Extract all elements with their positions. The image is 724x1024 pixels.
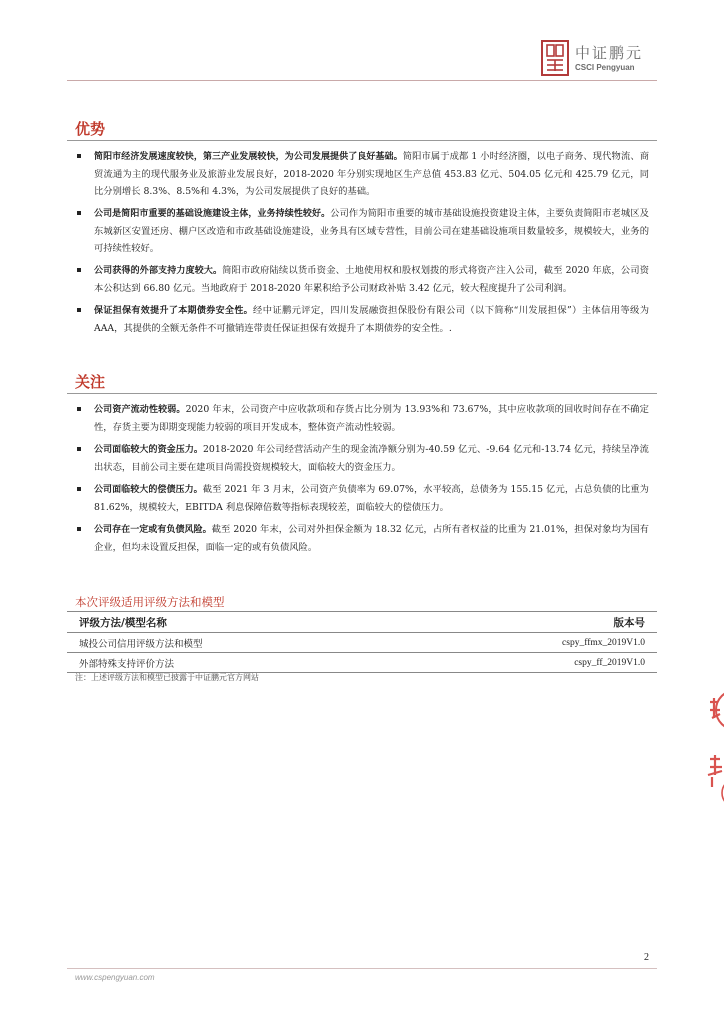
- bullet-icon: [77, 308, 81, 312]
- cscipy-seal-icon: [541, 40, 569, 76]
- table-row: [67, 653, 657, 673]
- concerns-divider: [67, 393, 657, 394]
- bullet-icon: [77, 527, 81, 531]
- bullet-icon: [77, 487, 81, 491]
- concerns-list: [77, 401, 649, 556]
- strengths-heading: 优势: [75, 120, 106, 138]
- methods-table-title: 本次评级适用评级方法和模型: [75, 595, 225, 609]
- strengths-list: [77, 148, 649, 337]
- method-name-cell: 外部特殊支持评价方法: [67, 653, 409, 673]
- item-text: 2018-2020 年公司经营活动产生的现金流净额分别为-40.59 亿元、-9.64 亿元和-13.74 亿元，持续呈净流出状态，目前公司主要在建项目尚需投资规模较大，面临较大的资金压力。: [94, 444, 649, 473]
- table-note: 注：上述评级方法和模型已披露于中证鹏元官方网站: [75, 673, 259, 682]
- list-item: [77, 521, 649, 556]
- bullet-icon: [77, 268, 81, 272]
- logo-chinese-name: 中证鹏元: [575, 43, 644, 62]
- footer-website: www.cspengyuan.com: [75, 973, 155, 982]
- item-lead: 公司资产流动性较弱。: [94, 405, 186, 415]
- item-text: 截至 2021 年 3 月末，公司资产负债率为 69.07%，水平较高，总债务为 155.15 亿元，占总负债的比重为 81.62%，规模较大，EBITDA 利息保障倍数等指标表现较差，面临较大的偿债压力。: [94, 484, 649, 513]
- item-text: 截至 2020 年末，公司对外担保金额为 18.32 亿元，占所有者权益的比重为 21.01%，担保对象均为国有企业，但均未设置反担保，面临一定的或有负债风险。: [94, 524, 649, 553]
- item-text: 2020 年末，公司资产中应收款项和存货占比分别为 13.93%和 73.67%，其中应收款项的回收时间存在不确定性，存货主要为即期变现能力较弱的项目开发成本，整体资产流动性较弱。: [94, 404, 649, 433]
- column-header-version: 版本号: [409, 612, 657, 633]
- item-text: 经中证鹏元评定，四川发展融资担保股份有限公司（以下简称“川发展担保”）主体信用等级为 AAA，其提供的全额无条件不可撤销连带责任保证担保有效提升了本期债券的安全性。.: [94, 305, 649, 334]
- list-item: [77, 262, 649, 297]
- methods-table: [67, 611, 657, 673]
- item-lead: 公司存在一定或有负债风险。: [94, 525, 212, 535]
- list-item: [77, 205, 649, 257]
- red-stamp-icon: [704, 753, 724, 803]
- method-name-cell: 城投公司信用评级方法和模型: [67, 633, 409, 653]
- list-item: [77, 302, 649, 337]
- item-lead: 公司面临较大的偿债压力。: [94, 485, 203, 495]
- item-text: 公司作为简阳市重要的城市基础设施投资建设主体，主要负责简阳市老城区及东城新区安置还房、棚户区改造和市政基础设施建设，业务具有区域专营性，目前公司在建基础设施项目数量较多，规模较大，业务的可持续性较好。: [94, 208, 649, 254]
- column-header-method: 评级方法/模型名称: [67, 612, 409, 633]
- red-stamp-icon: [706, 688, 724, 732]
- item-text: 简阳市政府陆续以货币资金、土地使用权和股权划拨的形式将资产注入公司，截至 2020 年底，公司资本公积达到 66.80 亿元。当地政府于 2018-2020 年累积给予公司财政补贴 3.42 亿元，较大程度提升了公司利润。: [94, 265, 649, 294]
- bullet-icon: [77, 447, 81, 451]
- strengths-divider: [67, 140, 657, 141]
- table-header-row: [67, 612, 657, 633]
- bullet-icon: [77, 211, 81, 215]
- item-lead: 公司是简阳市重要的基础设施建设主体，业务持续性较好。: [94, 209, 331, 219]
- version-cell: cspy_ffmx_2019V1.0: [409, 633, 657, 653]
- table-row: [67, 633, 657, 653]
- list-item: [77, 481, 649, 516]
- company-logo: [541, 40, 643, 76]
- list-item: [77, 441, 649, 476]
- item-lead: 公司获得的外部支持力度较大。: [94, 266, 223, 276]
- footer-divider: [67, 968, 657, 969]
- list-item: [77, 148, 649, 200]
- item-text: 简阳市属于成都 1 小时经济圈，以电子商务、现代物流、商贸流通为主的现代服务业及旅游业发展良好，2018-2020 年分别实现地区生产总值 453.83 亿元、504.05 亿元和 425.79 亿元，同比分别增长 8.3%、8.5%和 4.3%，为公司发展提供了良好的基础。: [94, 151, 649, 197]
- concerns-heading: 关注: [75, 373, 106, 391]
- bullet-icon: [77, 407, 81, 411]
- bullet-icon: [77, 154, 81, 158]
- list-item: [77, 401, 649, 436]
- version-cell: cspy_ff_2019V1.0: [409, 653, 657, 673]
- item-lead: 公司面临较大的资金压力。: [94, 445, 203, 455]
- header-divider: [67, 80, 657, 81]
- page-number: 2: [644, 952, 649, 963]
- logo-english-name: CSCI Pengyuan: [575, 62, 635, 72]
- item-lead: 简阳市经济发展速度较快，第三产业发展较快，为公司发展提供了良好基础。: [94, 152, 403, 162]
- item-lead: 保证担保有效提升了本期债券安全性。: [94, 306, 254, 316]
